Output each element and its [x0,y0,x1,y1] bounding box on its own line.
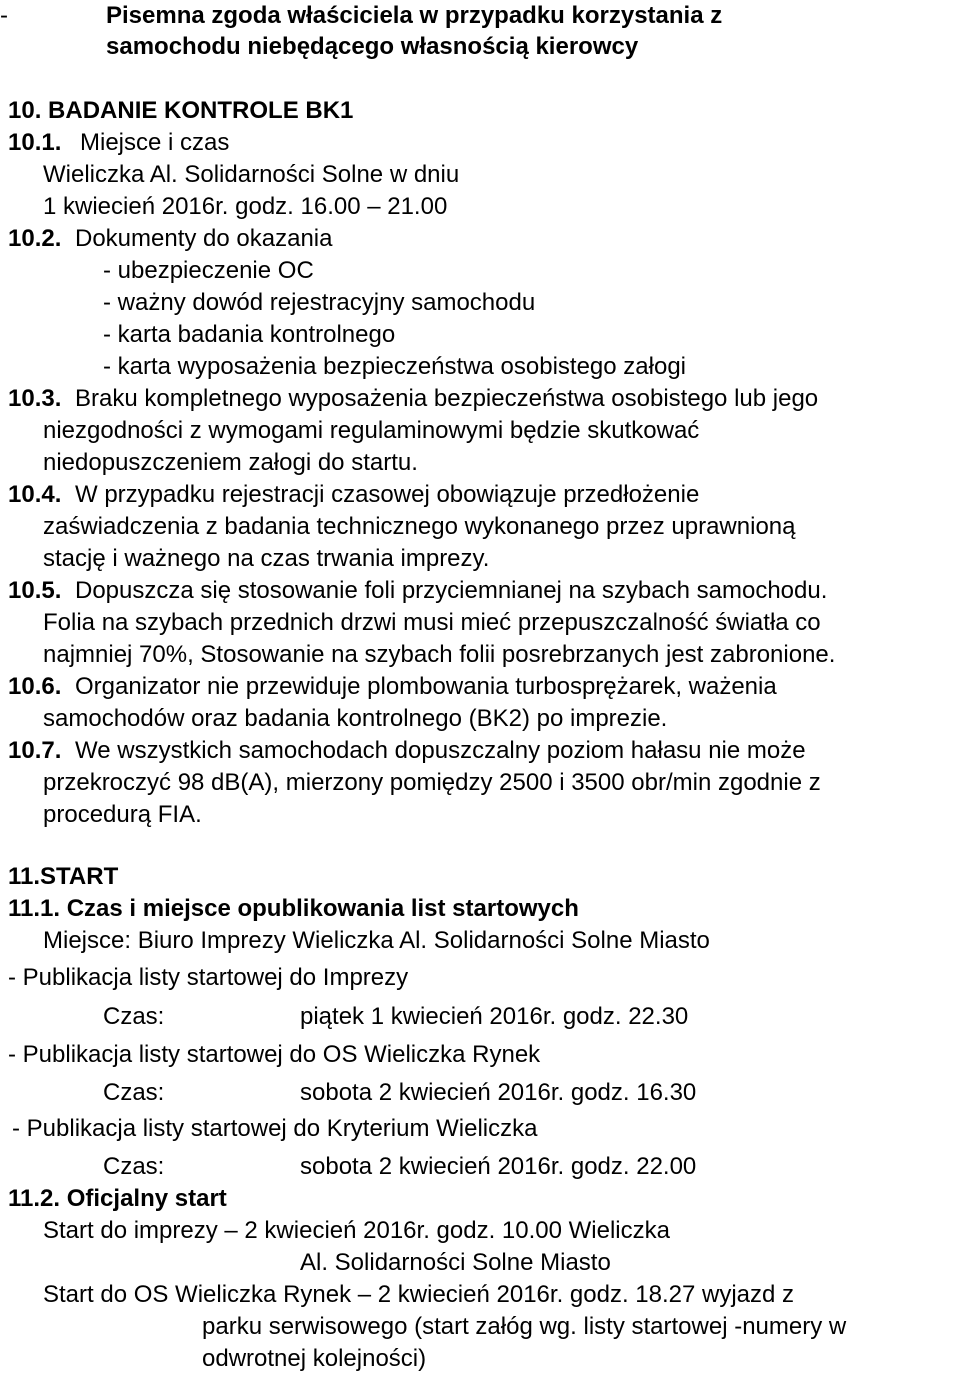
section-10-5-line-2: Folia na szybach przednich drzwi musi mieć przepuszczalność światła co [43,609,821,636]
section-10-6-line-1: Organizator nie przewiduje plombowania turbosprężarek, ważenia [75,673,777,700]
publication-1-time-label: Czas: [103,1003,165,1030]
section-10-heading: 10. BADANIE KONTROLE BK1 [8,97,354,124]
publication-2-title: - Publikacja listy startowej do OS Wieliczka Rynek [8,1041,541,1068]
section-10-4-line-3: stację i ważnego na czas trwania imprezy. [43,545,490,572]
document-list-item: - ważny dowód rejestracyjny samochodu [103,289,536,316]
section-11-1-heading: 11.1. Czas i miejsce opublikowania list startowych [8,895,579,922]
start-2-line-1: Start do OS Wieliczka Rynek – 2 kwiecień 2016r. godz. 18.27 wyjazd z [43,1281,795,1308]
publication-1-title: - Publikacja listy startowej do Imprezy [8,964,409,991]
publication-1-time: piątek 1 kwiecień 2016r. godz. 22.30 [300,1003,689,1030]
start-1-line-2: Al. Solidarności Solne Miasto [300,1249,611,1276]
section-11-1-place: Miejsce: Biuro Imprezy Wieliczka Al. Solidarności Solne Miasto [43,927,710,954]
section-10-5-line-1: Dopuszcza się stosowanie foli przyciemnianej na szybach samochodu. [75,577,828,604]
start-2-line-2: parku serwisowego (start załóg wg. listy startowej -numery w [202,1313,847,1340]
publication-3-title: - Publikacja listy startowej do Kryterium Wieliczka [12,1115,538,1142]
document-list-item: - karta badania kontrolnego [103,321,396,348]
section-10-7-line-2: przekroczyć 98 dB(A), mierzony pomiędzy 2500 i 3500 obr/min zgodnie z [43,769,821,796]
section-10-7-number: 10.7. [8,737,62,764]
section-10-5-number: 10.5. [8,577,62,604]
section-10-4-line-2: zaświadczenia z badania technicznego wykonanego przez uprawnioną [43,513,796,540]
section-10-1-number: 10.1. [8,129,62,156]
intro-line-2: samochodu niebędącego własnością kierowcy [106,33,639,60]
section-10-6-number: 10.6. [8,673,62,700]
section-10-6-line-2: samochodów oraz badania kontrolnego (BK2) po imprezie. [43,705,668,732]
section-10-1-line-1: Wieliczka Al. Solidarności Solne w dniu [43,161,460,188]
section-10-4-line-1: W przypadku rejestracji czasowej obowiązuje przedłożenie [75,481,700,508]
document-list-item: - ubezpieczenie OC [103,257,314,284]
section-10-3-line-1: Braku kompletnego wyposażenia bezpieczeństwa osobistego lub jego [75,385,819,412]
section-10-3-line-2: niezgodności z wymogami regulaminowymi będzie skutkować [43,417,700,444]
publication-2-time: sobota 2 kwiecień 2016r. godz. 16.30 [300,1079,697,1106]
intro-dash: - [0,2,8,29]
section-10-7-line-3: procedurą FIA. [43,801,202,828]
section-11-2-heading: 11.2. Oficjalny start [8,1185,227,1212]
section-10-7-line-1: We wszystkich samochodach dopuszczalny poziom hałasu nie może [75,737,806,764]
section-10-3-number: 10.3. [8,385,62,412]
section-10-1-title: Miejsce i czas [80,129,230,156]
section-10-1-line-2: 1 kwiecień 2016r. godz. 16.00 – 21.00 [43,193,448,220]
section-10-2-title: Dokumenty do okazania [75,225,333,252]
publication-3-time-label: Czas: [103,1153,165,1180]
section-10-5-line-3: najmniej 70%, Stosowanie na szybach folii posrebrzanych jest zabronione. [43,641,836,668]
start-1-line-1: Start do imprezy – 2 kwiecień 2016r. godz. 10.00 Wieliczka [43,1217,670,1244]
section-11-heading: 11.START [8,863,119,890]
section-10-3-line-3: niedopuszczeniem załogi do startu. [43,449,418,476]
document-list-item: - karta wyposażenia bezpieczeństwa osobistego załogi [103,353,686,380]
intro-line-1: Pisemna zgoda właściciela w przypadku korzystania z [106,2,723,29]
publication-2-time-label: Czas: [103,1079,165,1106]
section-10-4-number: 10.4. [8,481,62,508]
section-10-2-number: 10.2. [8,225,62,252]
publication-3-time: sobota 2 kwiecień 2016r. godz. 22.00 [300,1153,697,1180]
start-2-line-3: odwrotnej kolejności) [202,1345,427,1372]
